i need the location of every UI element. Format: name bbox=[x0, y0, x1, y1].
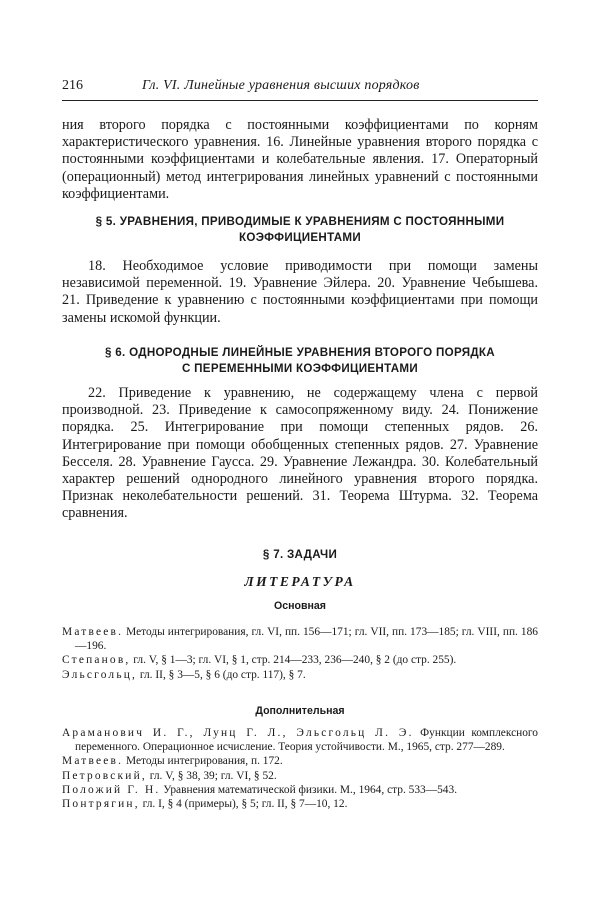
reference-item bbox=[62, 625, 538, 653]
reference-author: Араманович И. Г., Лунц Г. Л., Эльсгольц Л. Э. bbox=[62, 727, 414, 739]
reference-text: Методы интегрирования, п. 172. bbox=[123, 755, 283, 768]
reference-text: Функции комплексного переменного. Операционное исчисление. Теория устойчивости. М., 1965, стр. 277—289. bbox=[75, 727, 538, 754]
reference-text: Уравнения математической физики. М., 1964, стр. 533—543. bbox=[160, 783, 458, 796]
page-number: 216 bbox=[62, 78, 83, 93]
page-header bbox=[62, 76, 538, 96]
reference-text: Методы интегрирования, гл. VI, пп. 156—171; гл. VII, пп. 173—185; гл. VIII, пп. 186—196. bbox=[75, 626, 538, 653]
reference-text: гл. II, § 3—5, § 6 (до стр. 117), § 7. bbox=[137, 668, 306, 681]
section-6-heading-line2: С ПЕРЕМЕННЫМИ КОЭФФИЦИЕНТАМИ bbox=[181, 362, 418, 375]
reference-text: гл. V, § 38, 39; гл. VI, § 52. bbox=[146, 769, 277, 782]
intro-paragraph-block bbox=[62, 117, 538, 203]
intro-paragraph: ния второго порядка с постоянными коэффициентами по корням характеристического уравнения. 16. Линейные уравнения второго порядка с постоянными коэффициентами и колебательные явления. 17. Операторный (операционный) метод интегрирования линейных уравнений с постоянными коэффициентами. bbox=[62, 117, 538, 202]
section-6-paragraph: 22. Приведение к уравнению, не содержащему члена с первой производной. 23. Приведение к самосопряженному виду. 24. Понижение порядка. 25. Интегрирование при помощи степенных рядов. 26. Интегрирование при помощи обобщенных степенных рядов. 27. Уравнение Бесселя. 28. Уравнение Гаусса. 29. Уравнение Лежандра. 30. Колебательный характер решений однородного линейного уравнения второго порядка. Признак неколебательности решений. 31. Теорема Штурма. 32. Теорема сравнения. bbox=[62, 385, 538, 522]
reference-author: Эльсгольц, bbox=[62, 668, 138, 681]
reference-author: Положий Г. Н. bbox=[62, 783, 161, 796]
reference-author: Петровский, bbox=[62, 769, 147, 782]
reference-author: Матвеев. bbox=[62, 755, 124, 768]
reference-item bbox=[62, 668, 538, 682]
main-literature-heading: Основная bbox=[274, 600, 326, 612]
literature-title: ЛИТЕРАТУРА bbox=[244, 574, 356, 589]
reference-item bbox=[62, 653, 538, 667]
reference-text: гл. V, § 1—3; гл. VI, § 1, стр. 214—233, 236—240, § 2 (до стр. 255). bbox=[130, 654, 457, 667]
extra-literature-list bbox=[62, 726, 538, 811]
section-7-heading bbox=[62, 547, 538, 563]
section-5-heading-line2: КОЭФФИЦИЕНТАМИ bbox=[239, 231, 361, 244]
section-5-heading bbox=[62, 214, 538, 246]
reference-item bbox=[62, 783, 538, 797]
reference-author: Понтрягин, bbox=[62, 798, 140, 811]
main-literature-list bbox=[62, 625, 538, 682]
reference-item bbox=[62, 769, 538, 783]
running-title: Гл. VI. Линейные уравнения высших порядков bbox=[142, 78, 420, 93]
section-5-paragraph: 18. Необходимое условие приводимости при помощи замены независимой переменной. 19. Уравнение Эйлера. 20. Уравнение Чебышева. 21. Приведение к уравнению с постоянными коэффициентами при помощи замены искомой функции. bbox=[62, 258, 538, 326]
section-6-block bbox=[62, 385, 538, 523]
section-5-block bbox=[62, 258, 538, 327]
section-7-title: § 7. ЗАДАЧИ bbox=[262, 548, 338, 561]
section-6-heading-line1: § 6. ОДНОРОДНЫЕ ЛИНЕЙНЫЕ УРАВНЕНИЯ ВТОРОГО ПОРЯДКА bbox=[105, 346, 495, 359]
reference-item bbox=[62, 797, 538, 811]
section-5-heading-line1: § 5. УРАВНЕНИЯ, ПРИВОДИМЫЕ К УРАВНЕНИЯМ С ПОСТОЯННЫМИ bbox=[95, 215, 505, 228]
reference-item bbox=[62, 726, 538, 754]
section-6-heading bbox=[62, 345, 538, 377]
reference-author: Степанов, bbox=[62, 654, 131, 667]
header-rule bbox=[62, 100, 538, 101]
reference-text: гл. I, § 4 (примеры), § 5; гл. II, § 7—10, 12. bbox=[139, 798, 348, 811]
extra-literature-heading: Дополнительная bbox=[255, 705, 345, 717]
reference-item bbox=[62, 754, 538, 768]
reference-author: Матвеев. bbox=[62, 626, 124, 638]
